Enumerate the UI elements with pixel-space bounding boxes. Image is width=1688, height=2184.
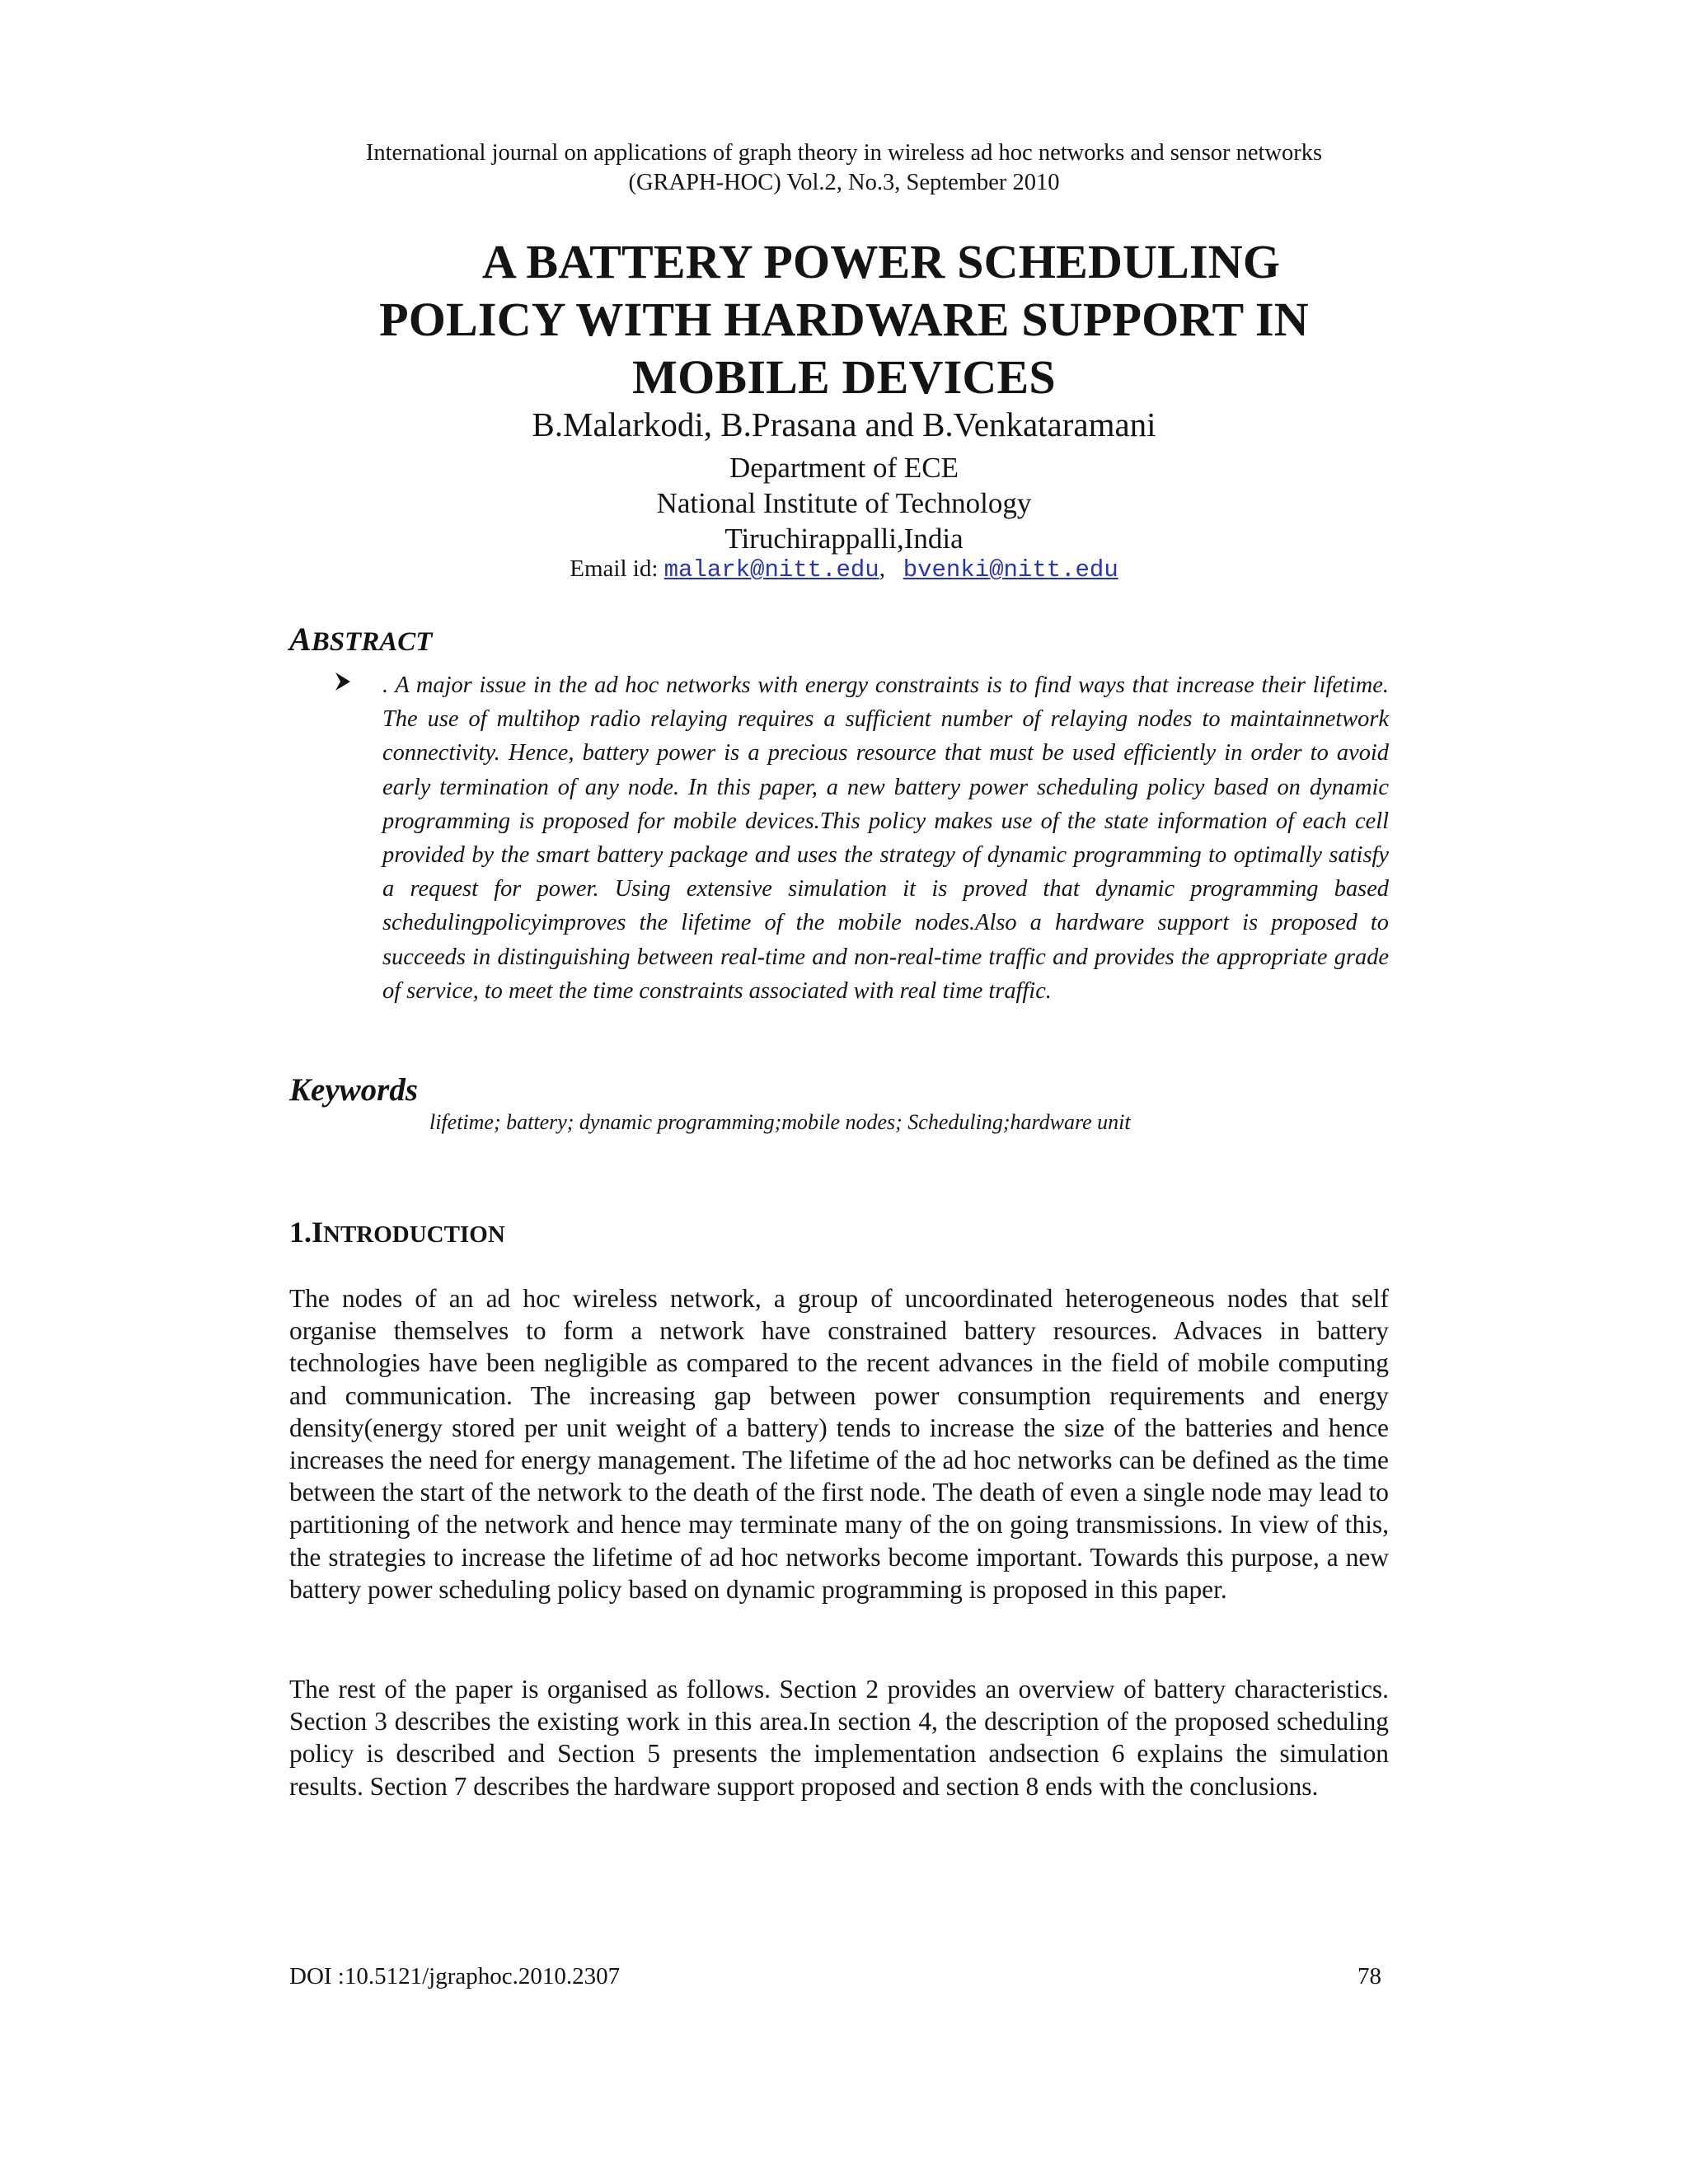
abstract-heading-initial: A (289, 621, 312, 658)
journal-header (0, 138, 1688, 198)
page-number: 78 (1357, 1963, 1381, 1990)
keywords-heading: Keywords (289, 1072, 418, 1108)
affiliation-location: Tiruchirappalli,India (724, 523, 964, 555)
email-label: Email id: (570, 555, 659, 582)
authors: B.Malarkodi, B.Prasana and B.Venkataramani (532, 405, 1156, 443)
introduction-heading (289, 1215, 505, 1249)
paper-title-line1: A BATTERY POWER SCHEDULING (481, 235, 1281, 288)
footer-doi: DOI :10.5121/jgraphoc.2010.2307 (289, 1963, 621, 1990)
arrow-bullet-icon (334, 669, 352, 694)
paper-title-line3: MOBILE DEVICES (632, 350, 1056, 404)
abstract-text: . A major issue in the ad hoc networks with energy constraints is to find ways that increase their lifetime. The use of multihop radio relaying requires a sufficient number of relaying nodes to maintainnetwork connectivity. Hence, battery power is a precious resource that must be used efficiently in order to avoid early termination of any node. In this paper, a new battery power scheduling policy based on dynamic programming is proposed for mobile devices.This policy makes use of the state information of each cell provided by the smart battery package and uses the strategy of dynamic programming to optimally satisfy a request for power. Using extensive simulation it is proved that dynamic programming based schedulingpolicyimproves the lifetime of the mobile nodes.Also a hardware support is proposed to succeeds in distinguishing between real-time and non-real-time traffic and provides the appropriate grade of service, to meet the time constraints associated with real time traffic. (382, 673, 1389, 1004)
journal-header-line2: (GRAPH-HOC) Vol.2, No.3, September 2010 (628, 170, 1060, 195)
paper-title-line2: POLICY WITH HARDWARE SUPPORT IN (379, 293, 1309, 346)
affiliation (0, 450, 1688, 556)
abstract-heading-rest: BSTRACT (311, 627, 433, 657)
paper-title (0, 233, 1688, 406)
keywords-text: lifetime; battery; dynamic programming;mobile nodes; Scheduling;hardware unit (429, 1110, 1131, 1134)
abstract-heading (289, 620, 432, 658)
journal-header-line1: International journal on applications of graph theory in wireless ad hoc networks and sensor networks (365, 140, 1323, 166)
introduction-heading-rest: NTRODUCTION (323, 1221, 505, 1248)
email-link-bvenki[interactable]: bvenki@nitt.edu (903, 556, 1118, 583)
email-separator: , (879, 555, 885, 582)
affiliation-dept: Department of ECE (729, 452, 959, 484)
introduction-paragraph-1: The nodes of an ad hoc wireless network, a group of uncoordinated heterogeneous nodes that self organise themselves to form a network have constrained battery resources. Advaces in battery technologies have been negligible as compared to the recent advances in the field of mobile computing and communication. The increasing gap between power consumption requirements and energy density(energy stored per unit weight of a battery) tends to increase the size of the batteries and hence increases the need for energy management. The lifetime of the ad hoc networks can be defined as the time between the start of the network to the death of the first node. The death of even a single node may lead to partitioning of the network and hence may terminate many of the on going transmissions. In view of this, the strategies to increase the lifetime of ad hoc networks become important. Towards this purpose, a new battery power scheduling policy based on dynamic programming is proposed in this paper. (289, 1284, 1389, 1604)
email-line (0, 554, 1688, 585)
introduction-paragraph-2: The rest of the paper is organised as follows. Section 2 provides an overview of battery characteristics. Section 3 describes the existing work in this area.In section 4, the description of the proposed scheduling policy is described and Section 5 presents the implementation andsection 6 explains the simulation results. Section 7 describes the hardware support proposed and section 8 ends with the conclusions. (289, 1675, 1389, 1801)
email-link-malark[interactable]: malark@nitt.edu (663, 556, 879, 583)
introduction-heading-num: 1.I (289, 1216, 324, 1249)
affiliation-institute: National Institute of Technology (656, 487, 1032, 519)
